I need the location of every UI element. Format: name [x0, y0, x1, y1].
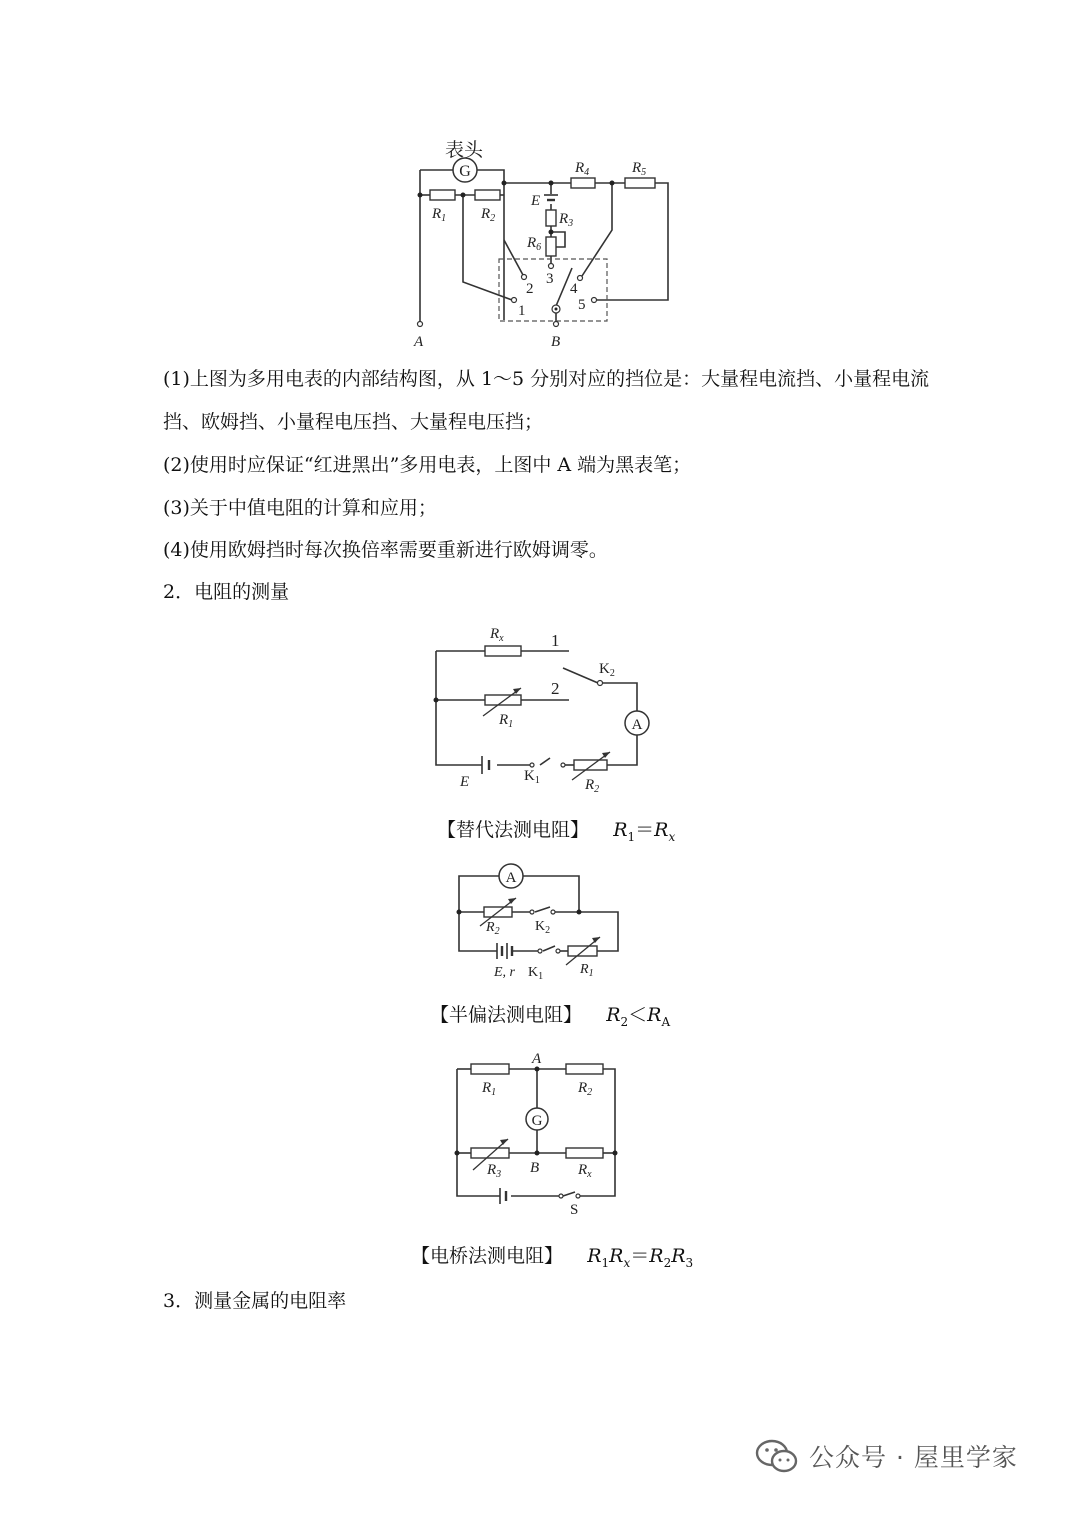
paragraph-3: (3)关于中值电阻的计算和应用； — [163, 497, 437, 519]
section-heading-3: 3．测量金属的电阻率 — [163, 1290, 347, 1312]
svg-text:K2: $K_2$ — [599, 661, 615, 679]
svg-text:K1: $K_1$ — [528, 965, 544, 982]
svg-text:3: 3 — [546, 271, 554, 287]
svg-text:R2: $R_2$ — [578, 1080, 593, 1098]
svg-text:5: 5 — [578, 297, 586, 313]
svg-text:1: 1 — [518, 303, 526, 319]
svg-text:R4: $R_4$ — [575, 160, 590, 178]
caption-substitution: 【替代法测电阻】 $R_1=R_x$ — [437, 819, 676, 844]
svg-text:K2: $K_2$ — [535, 919, 551, 936]
svg-text:E: E — [531, 193, 541, 209]
svg-text:S: S — [570, 1202, 579, 1218]
svg-text:B: B — [530, 1160, 540, 1176]
svg-text:R1: $R_1$ — [580, 962, 594, 979]
svg-text:A: A — [505, 870, 517, 886]
resistor-rx — [566, 1148, 603, 1158]
watermark — [755, 1436, 1018, 1476]
svg-text:A: A — [631, 717, 643, 733]
svg-text:2: 2 — [526, 281, 534, 297]
svg-text:R5: $R_5$ — [632, 160, 647, 178]
svg-text:R3: $R_3$ — [559, 211, 574, 229]
svg-text:R3: $R_3$ — [487, 1162, 502, 1180]
caption-half-deflection: 【半偏法测电阻】 $R_2<R_A$ — [430, 1004, 671, 1029]
paragraph-2: (2)使用时应保证“红进黑出”多用电表，上图中 A 端为黑表笔； — [163, 454, 692, 476]
svg-text:A: A — [532, 1051, 542, 1067]
svg-text:A: A — [414, 334, 424, 350]
svg-text:G: G — [531, 1113, 543, 1129]
caption-bridge: 【电桥法测电阻】 $R_1R_x=R_2R_3$ — [411, 1245, 694, 1270]
resistor-r2 — [566, 1064, 603, 1074]
section-heading-2: 2．电阻的测量 — [163, 581, 290, 603]
svg-text:R1: $R_1$ — [499, 712, 514, 730]
watermark-text: 公众号 · 屋里学家 — [809, 1443, 1018, 1472]
svg-text:R1: $R_1$ — [482, 1080, 497, 1098]
paragraph-1a: (1)上图为多用电表的内部结构图，从 1～5 分别对应的挡位是：大量程电流挡、小量程电流 — [163, 368, 930, 390]
svg-text:R2: $R_2$ — [486, 920, 500, 937]
paragraph-1b: 挡、欧姆挡、小量程电压挡、大量程电压挡； — [163, 411, 544, 433]
svg-text:Rx: $R_x$ — [578, 1162, 592, 1180]
wechat-icon — [755, 1439, 799, 1473]
meter-head-label: 表头 — [445, 139, 484, 161]
galvanometer-label: G — [459, 163, 471, 180]
svg-text:R2: $R_2$ — [481, 206, 496, 224]
svg-text:K1: $K_1$ — [524, 768, 540, 786]
svg-text:E, r: E, r — [494, 965, 515, 980]
paragraph-4: (4)使用欧姆挡时每次换倍率需要重新进行欧姆调零。 — [163, 539, 608, 561]
svg-text:2: 2 — [551, 679, 560, 698]
svg-text:Rx: $R_x$ — [490, 626, 504, 644]
resistor-r1 — [471, 1064, 509, 1074]
svg-text:B: B — [551, 334, 561, 350]
rheostat-r3 — [471, 1148, 509, 1158]
svg-text:1: 1 — [551, 631, 560, 650]
svg-text:R6: $R_6$ — [527, 235, 542, 253]
svg-text:4: 4 — [570, 281, 578, 297]
svg-text:E: E — [460, 774, 470, 790]
svg-text:R1: $R_1$ — [432, 206, 447, 224]
svg-text:R2: $R_2$ — [585, 777, 600, 795]
